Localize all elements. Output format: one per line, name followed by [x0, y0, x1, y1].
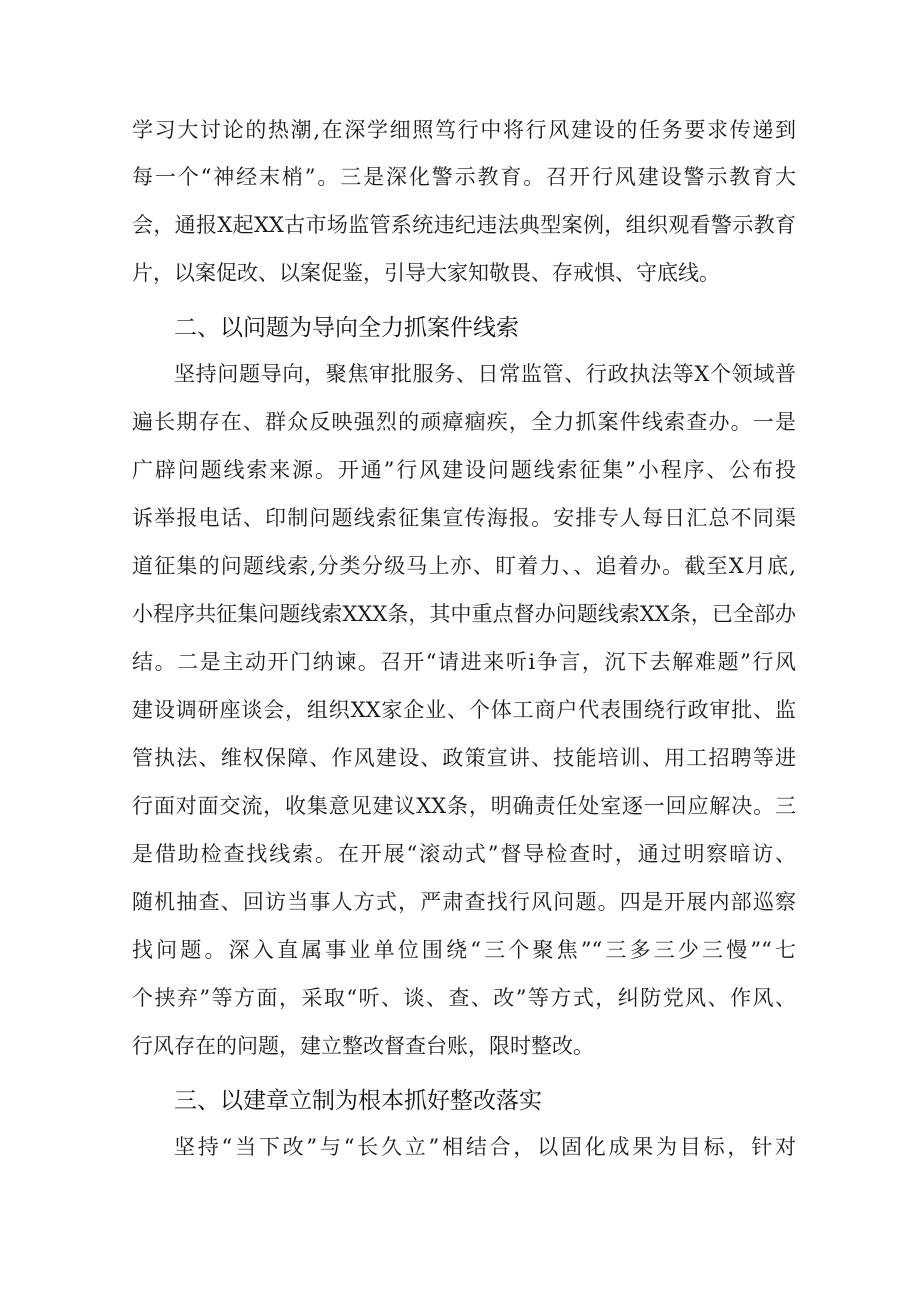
paragraph-line: 道征集的问题线索,分类分级马上亦、盯着力、、追着办。截至X月底,	[132, 554, 796, 578]
paragraph-line: 遍长期存在、群众反映强烈的顽瘴痼疾，全力抓案件线索查办。一是	[132, 410, 796, 434]
section-heading-2: 二、以问题为导向全力抓案件线索	[174, 315, 519, 341]
paragraph-line: 诉举报电话、印制问题线索征集宣传海报。安排专人每日汇总不同渠	[132, 506, 796, 530]
paragraph-line: 学习大讨论的热潮,在深学细照笃行中将行风建设的任务要求传递到	[132, 118, 796, 142]
paragraph-line: 找问题。深入直属事业单位围绕“三个聚焦”“三多三少三慢”“七	[132, 938, 796, 962]
paragraph-line: 会，通报X起XX古市场监管系统违纪违法典型案例，组织观看警示教育	[132, 213, 796, 237]
paragraph-line: 小程序共征集问题线索XXX条，其中重点督办问题线索XX条，已全部办	[132, 602, 796, 626]
paragraph-line: 是借助检查找线索。在开展“滚动式”督导检查时，通过明察暗访、	[132, 842, 796, 866]
paragraph-line: 建设调研座谈会，组织XX家企业、个体工商户代表围绕行政审批、监	[132, 698, 796, 722]
section-heading-3: 三、以建章立制为根本抓好整改落实	[174, 1088, 542, 1114]
paragraph-line: 坚持“当下改”与“长久立”相结合，以固化成果为目标，针对	[174, 1135, 796, 1159]
paragraph-line: 个挟弃”等方面，采取“听、谈、查、改”等方式，纠防党风、作风、	[132, 986, 796, 1010]
paragraph-line: 结。二是主动开门纳谏。召开“请进来听i争言，沉下去解难题”行风	[132, 650, 796, 674]
paragraph-line: 随机抽查、回访当事人方式，严肃查找行风问题。四是开展内部巡察	[132, 890, 796, 914]
paragraph-line: 坚持问题导向，聚焦审批服务、日常监管、行政执法等X个领域普	[174, 362, 796, 386]
paragraph-line: 管执法、维权保障、作风建设、政策宣讲、技能培训、用工招聘等进	[132, 746, 796, 770]
paragraph-line: 每一个“神经末梢”。三是深化警示教育。召开行风建设警示教育大	[132, 165, 796, 189]
paragraph-line: 行面对面交流，收集意见建议XX条，明确责任处室逐一回应解决。三	[132, 794, 796, 818]
paragraph-line: 广辟问题线索来源。开通”行风建设问题线索征集”小程序、公布投	[132, 458, 796, 482]
paragraph-line: 片，以案促改、以案促鉴，引导大家知敬畏、存戒惧、守底线。	[132, 261, 720, 285]
paragraph-line: 行风存在的问题，建立整改督查台账，限时整改。	[132, 1034, 594, 1058]
